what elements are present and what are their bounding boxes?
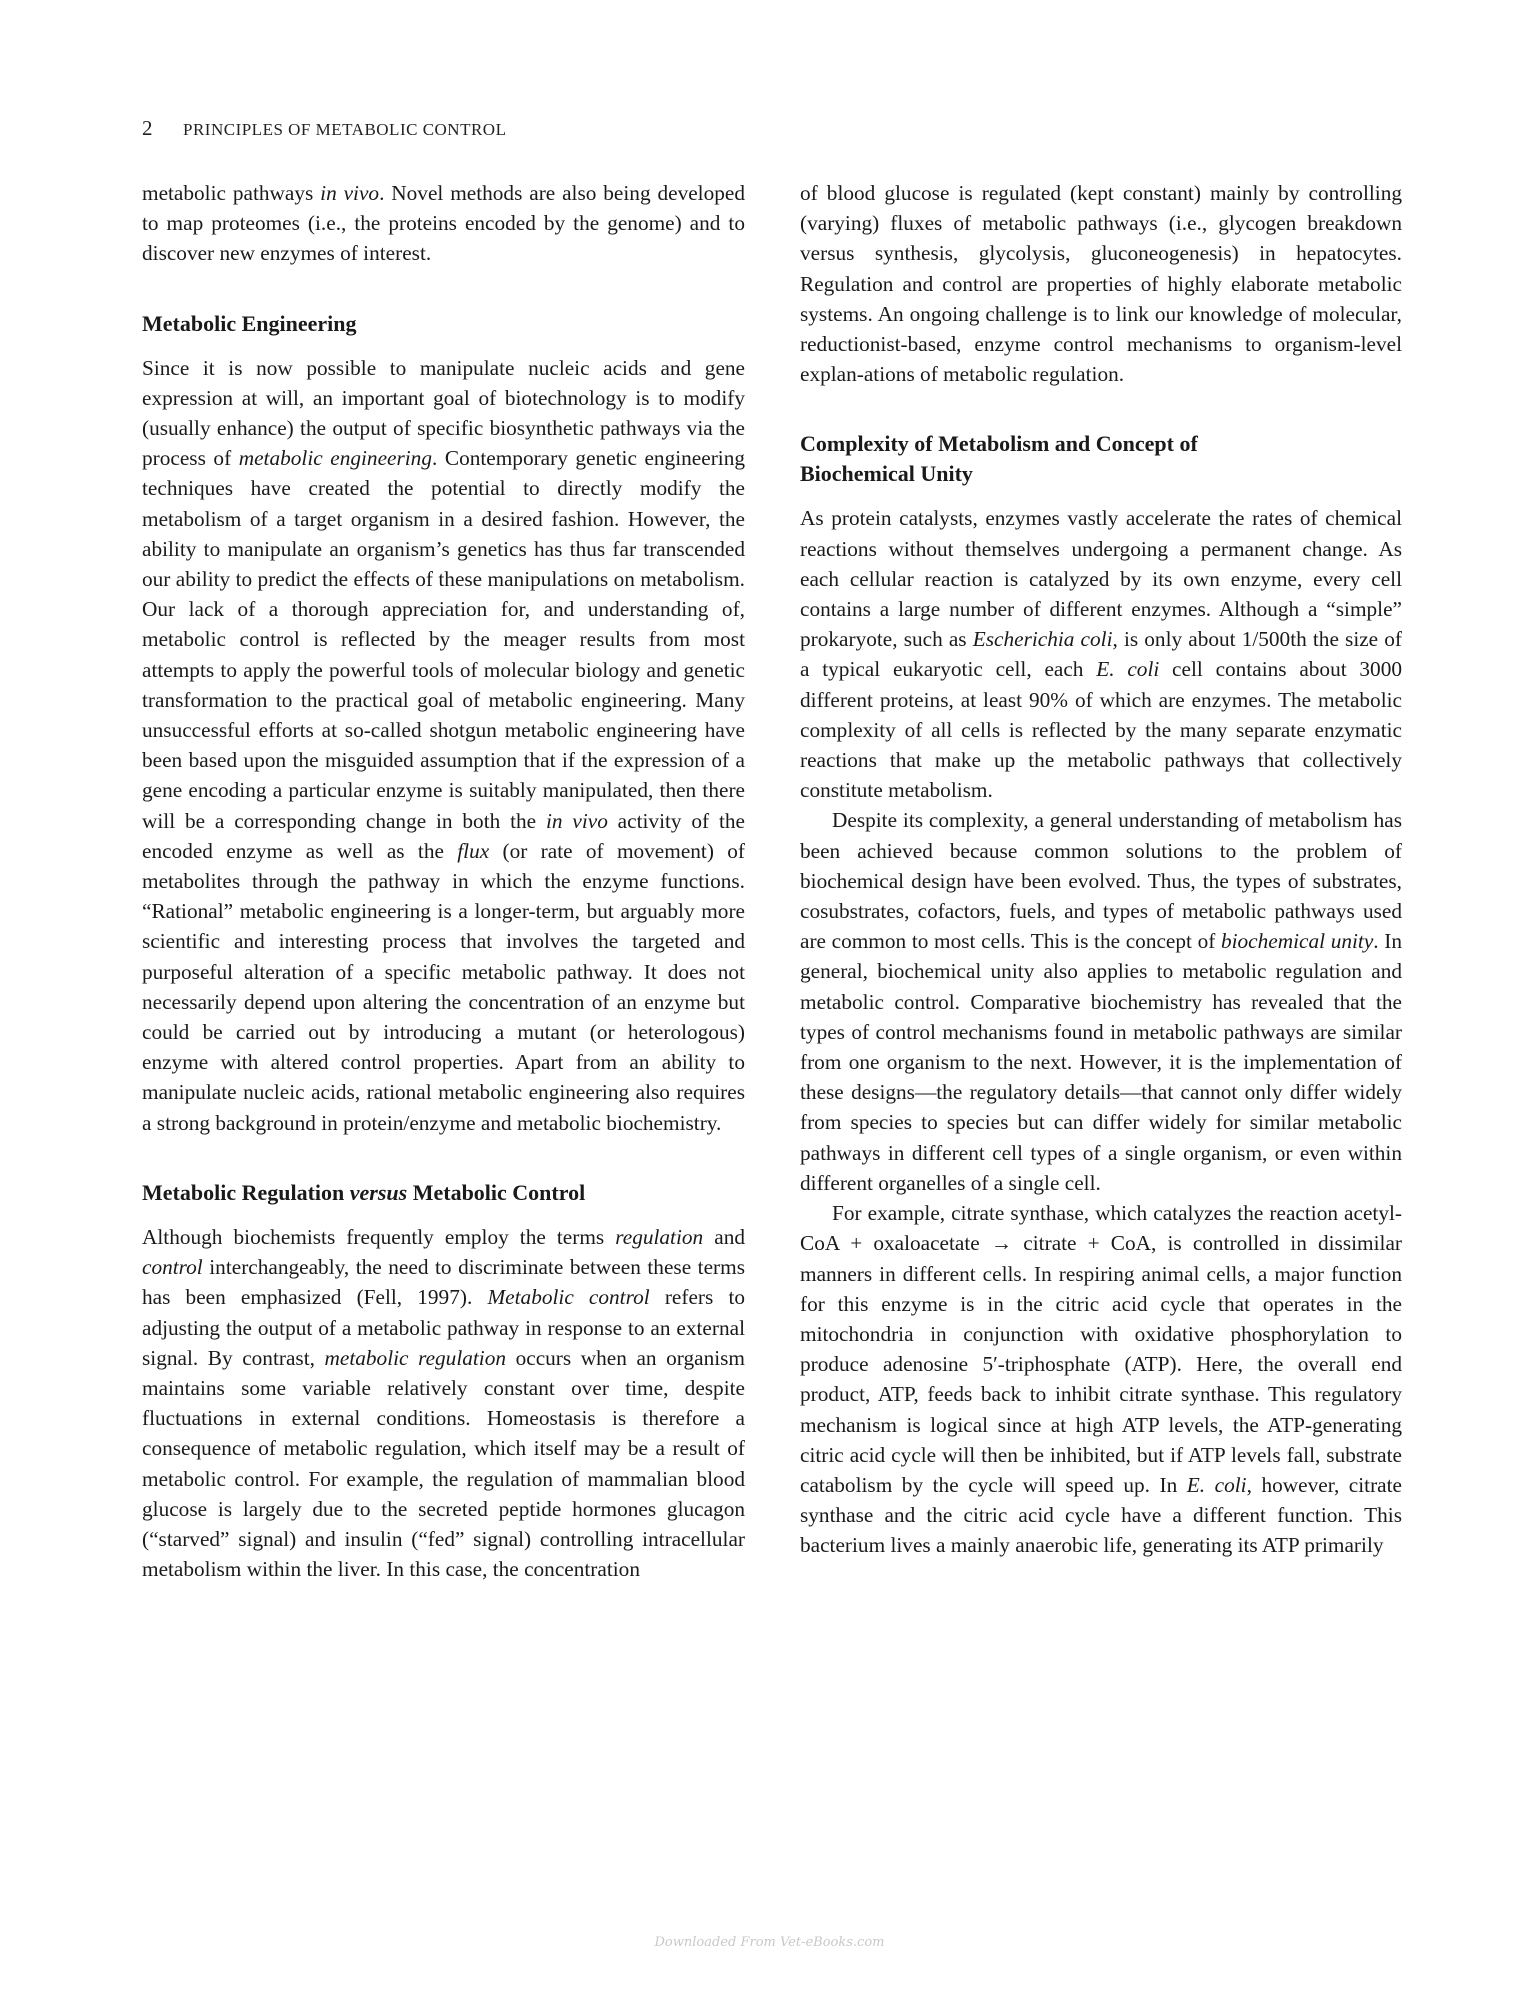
paragraph-regulation-vs-control: Although biochemists frequently employ the terms regulation and control interchangeably, the need to discriminate between these terms has been emphasized (Fell, 1997). Metabolic control refers to adjusting the output of a metabolic pathway in response to an external signal. By contrast, metabolic regulation occurs when an organism maintains some variable relatively constant over time, despite fluctuations in external conditions. Homeostasis is therefore a consequence of metabolic regulation, which itself may be a result of metabolic control. For example, the regulation of mammalian blood glucose is largely due to the secreted peptide hormones glucagon (“starved” signal) and insulin (“fed” signal) controlling intracellular metabolism within the liver. In this case, the concentration: [142, 1224, 746, 1582]
heading-complexity-biochemical-unity: Complexity of Metabolism and Concept of Biochemical Unity: [800, 431, 1198, 487]
running-head: [142, 116, 506, 141]
left-column: [142, 178, 745, 1584]
page-number: 2: [142, 116, 153, 140]
heading-metabolic-engineering: Metabolic Engineering: [142, 310, 357, 336]
download-watermark: Downloaded From Vet-eBooks.com: [654, 1935, 885, 1950]
paragraph-citrate-synthase: For example, citrate synthase, which catalyzes the reaction acetyl-CoA + oxaloacetate → citrate + CoA, is controlled in dissimilar manners in different cells. In respiring animal cells, a major function for this enzyme is in the citric acid cycle that operates in the mitochondria in conjunction with oxidative phosphorylation to produce adenosine 5′-triphosphate (ATP). Here, the overall end product, ATP, feeds back to inhibit citrate synthase. This regulatory mechanism is logical since at high ATP levels, the ATP-generating citric acid cycle will then be inhibited, but if ATP levels fall, substrate catabolism by the cycle will speed up. In E. coli, however, citrate synthase and the citric acid cycle have a different function. This bacterium lives a mainly anaerobic life, generating its ATP primarily: [800, 1201, 1403, 1558]
paragraph-protein-catalysts: As protein catalysts, enzymes vastly accelerate the rates of chemical reactions without themselves undergoing a permanent change. As each cellular reaction is catalyzed by its own enzyme, every cell contains a large number of different enzymes. Although a “simple” prokaryote, such as Escherichia coli, is only about 1/500th the size of a typical eukaryotic cell, each E. coli cell contains about 3000 different proteins, at least 90% of which are enzymes. The metabolic complexity of all cells is reflected by the many separate enzymatic reactions that make up the metabolic pathways that collectively constitute metabolism.: [800, 506, 1402, 803]
running-title: PRINCIPLES OF METABOLIC CONTROL: [183, 120, 507, 139]
paragraph-metabolic-engineering: Since it is now possible to manipulate nucleic acids and gene expression at will, an important goal of biotechnology is to modify (usually enhance) the output of specific biosynthetic pathways via the process of metabolic engineering. Contemporary genetic engineering techniques have created the potential to directly modify the metabolism of a target organism in a desired fashion. However, the ability to manipulate an organism’s genetics has thus far transcended our ability to predict the effects of these manipulations on metabolism. Our lack of a thorough appreciation for, and understanding of, metabolic control is reflected by the meager results from most attempts to apply the powerful tools of molecular biology and genetic transformation to the practical goal of metabolic engineering. Many unsuccessful efforts at so-called shotgun metabolic engineering have been based upon the misguided assumption that if the expression of a gene encoding a particular enzyme is suitably manipulated, then there will be a corresponding change in both the in vivo activity of the encoded enzyme as well as the flux (or rate of movement) of metabolites through the pathway in which the enzyme functions. “Rational” metabolic engineering is a longer-term, but arguably more scientific and interesting process that involves the targeted and purposeful alteration of a specific metabolic pathway. It does not necessarily depend upon altering the concentration of an enzyme but could be carried out by introducing a mutant (or heterologous) enzyme with altered control properties. Apart from an ability to manipulate nucleic acids, rational metabolic engineering also requires a strong background in protein/enzyme and metabolic biochemistry.: [142, 355, 745, 1135]
right-column: [800, 178, 1402, 1561]
left-paragraph-intro: metabolic pathways in vivo. Novel methods are also being developed to map proteomes (i.e., the proteins encoded by the genome) and to discover new enzymes of interest.: [142, 181, 745, 266]
paragraph-biochemical-unity: Despite its complexity, a general understanding of metabolism has been achieved because common solutions to the problem of biochemical design have been evolved. Thus, the types of substrates, cosubstrates, cofactors, fuels, and types of metabolic pathways used are common to most cells. This is the concept of biochemical unity. In general, biochemical unity also applies to metabolic regulation and metabolic control. Comparative biochemistry has revealed that the types of control mechanisms found in metabolic pathways are similar from one organism to the next. However, it is the implementation of these designs—the regulatory details—that cannot only differ widely from species to species but can differ widely for similar metabolic pathways in different cell types of a single organism, or even within different organelles of a single cell.: [800, 808, 1402, 1195]
right-paragraph-continued: of blood glucose is regulated (kept constant) mainly by controlling (varying) fluxes of metabolic pathways (i.e., glycogen breakdown versus synthesis, glycolysis, gluconeogenesis) in hepatocytes. Regulation and control are properties of highly elaborate metabolic systems. An ongoing challenge is to link our knowledge of molecular, reductionist-based, enzyme control mechanisms to organism-level explan-ations of metabolic regulation.: [800, 181, 1402, 387]
heading-regulation-vs-control: Metabolic Regulation versus Metabolic Control: [142, 1179, 586, 1205]
